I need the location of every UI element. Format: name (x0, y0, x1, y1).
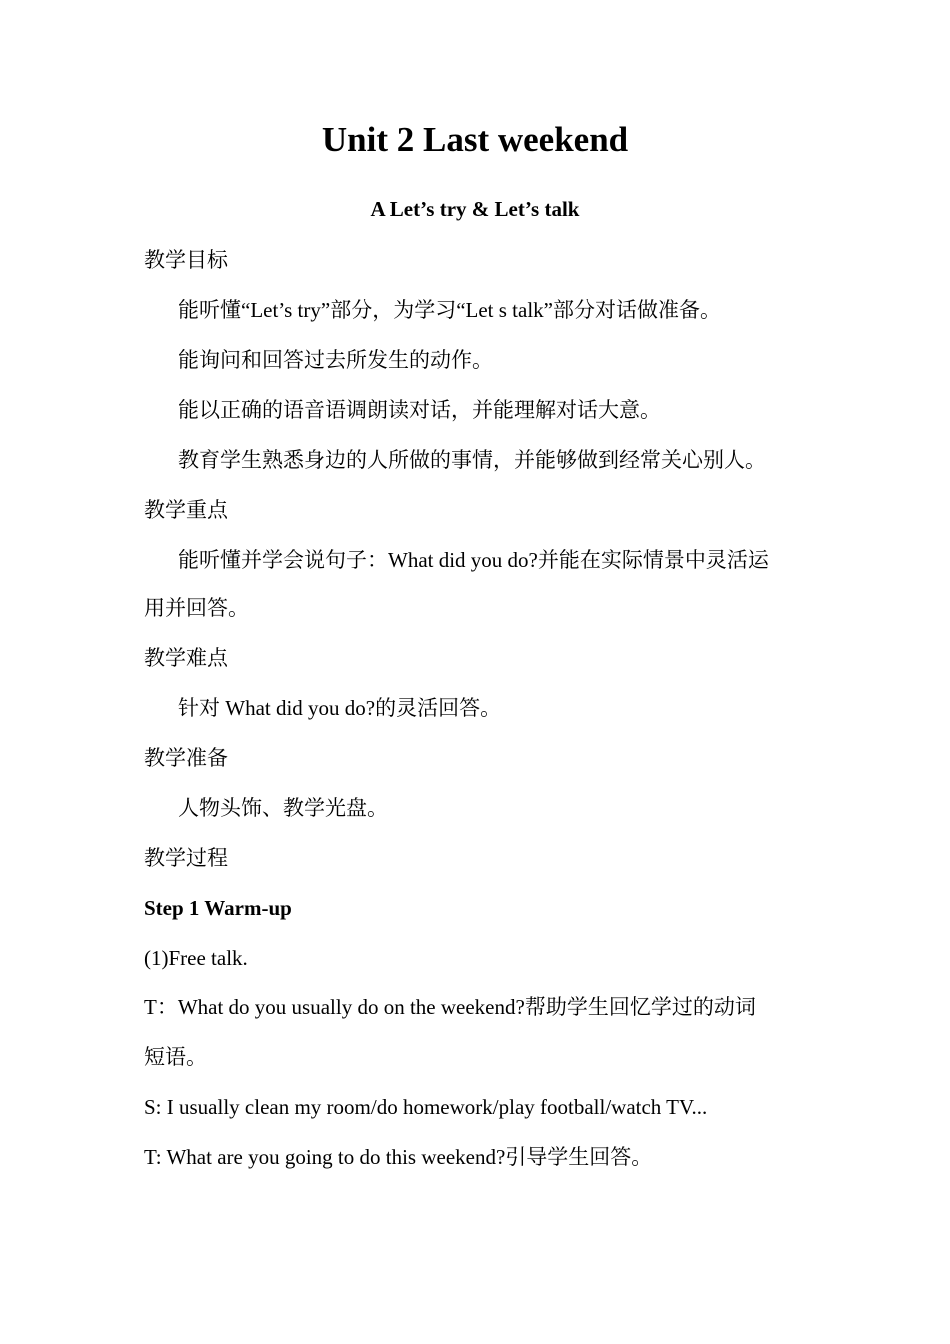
process-line: T: What are you going to do this weekend?引导学生回答。 (144, 1145, 653, 1169)
process-line: T：What do you usually do on the weekend?帮助学生回忆学过的动词 (144, 995, 756, 1019)
document-subtitle: A Let’s try & Let’s talk (370, 197, 580, 221)
process-line: (1)Free talk. (144, 946, 248, 970)
section-heading-key-points: 教学重点 (144, 498, 228, 522)
section-heading-difficulties: 教学难点 (144, 646, 228, 670)
key-points-text: 能听懂并学会说句子：What did you do?并能在实际情景中灵活运 (178, 548, 769, 572)
objective-item: 能以正确的语音语调朗读对话，并能理解对话大意。 (178, 398, 661, 422)
process-line: S: I usually clean my room/do homework/play football/watch TV... (144, 1095, 708, 1119)
process-line: 短语。 (144, 1045, 207, 1069)
section-heading-objectives: 教学目标 (144, 248, 228, 272)
step-heading: Step 1 Warm-up (144, 896, 292, 920)
section-heading-process: 教学过程 (144, 846, 228, 870)
key-points-text-cont: 用并回答。 (144, 596, 249, 620)
objective-item: 能询问和回答过去所发生的动作。 (178, 348, 493, 372)
section-heading-preparation: 教学准备 (144, 746, 228, 770)
difficulties-text: 针对 What did you do?的灵活回答。 (178, 696, 502, 720)
objective-item: 教育学生熟悉身边的人所做的事情，并能够做到经常关心别人。 (178, 448, 766, 472)
preparation-text: 人物头饰、教学光盘。 (178, 796, 388, 820)
document-title: Unit 2 Last weekend (321, 120, 629, 159)
objective-item: 能听懂“Let’s try”部分，为学习“Let s talk”部分对话做准备。 (178, 298, 721, 322)
